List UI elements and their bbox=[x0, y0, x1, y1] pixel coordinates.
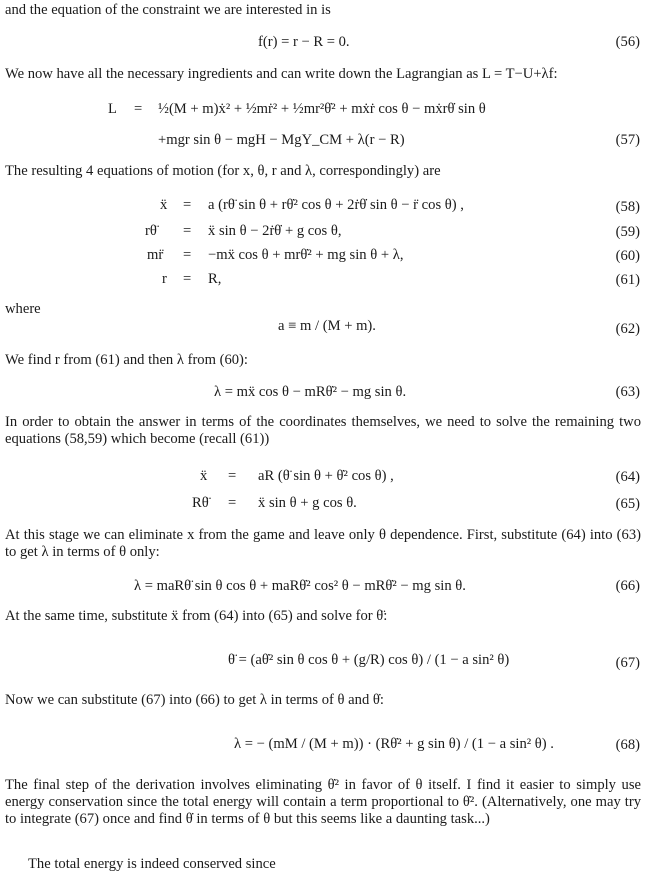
equation-65: ẍ sin θ + g cos θ. bbox=[258, 495, 357, 511]
equation-63: λ = mẍ cos θ − mRθ̇² − mg sin θ. bbox=[214, 384, 407, 400]
text-line: The resulting 4 equations of motion (for x, θ, r and λ, correspondingly) are bbox=[5, 163, 441, 179]
equation-number: (64) bbox=[615, 469, 640, 485]
equation-59: ẍ sin θ − 2ṙθ̇ + g cos θ, bbox=[208, 223, 342, 239]
equation-57-lhs: L bbox=[108, 101, 117, 117]
equation-62: a ≡ m / (M + m). bbox=[278, 318, 376, 334]
text-line: We find r from (61) and then λ from (60): bbox=[5, 352, 248, 368]
equation-67: θ̈ = (aθ̇² sin θ cos θ + (g/R) cos θ) / (1 − a sin² θ) bbox=[228, 652, 510, 668]
text-line: At the same time, substitute ẍ from (64) into (65) and solve for θ̈: bbox=[5, 608, 388, 624]
equation-57-line2: +mgr sin θ − mgH − MgY_CM + λ(r − R) bbox=[158, 132, 405, 148]
text-line: and the equation of the constraint we are interested in is bbox=[5, 2, 331, 18]
equation-65-lhs: Rθ̈ bbox=[192, 495, 209, 511]
paragraph: In order to obtain the answer in terms of the coordinates themselves, we need to solve the remaining two equations (58,59) which become (recall (61)) bbox=[5, 414, 641, 448]
equation-58-equals: = bbox=[183, 197, 192, 213]
equation-number: (67) bbox=[615, 655, 640, 671]
equation-number: (56) bbox=[615, 34, 640, 50]
equation-68: λ = − (mM / (M + m)) · (Rθ̇² + g sin θ) / (1 − a sin² θ) . bbox=[234, 736, 554, 752]
equation-64-lhs: ẍ bbox=[200, 468, 208, 484]
equation-58: a (rθ̈ sin θ + rθ̇² cos θ + 2ṙθ̇ sin θ − r̈ cos θ) , bbox=[208, 197, 464, 213]
equation-61: R, bbox=[208, 271, 222, 287]
text-line: Now we can substitute (67) into (66) to get λ in terms of θ and θ̇: bbox=[5, 692, 384, 708]
equation-60: −mẍ cos θ + mrθ̇² + mg sin θ + λ, bbox=[208, 247, 404, 263]
equation-61-equals: = bbox=[183, 271, 192, 287]
equation-number: (65) bbox=[615, 496, 640, 512]
equation-number: (62) bbox=[615, 321, 640, 337]
text-line: We now have all the necessary ingredients and can write down the Lagrangian as L = T−U+λf: bbox=[5, 66, 558, 82]
paragraph: The final step of the derivation involves eliminating θ̇² in favor of θ itself. I find it easier to simply use energy conservation since the total energy will contain a term proportional to θ̇². (Alternatively, one may try to integrate (67) once and find θ̇ in terms of θ but this seems like a daunting task...) bbox=[5, 777, 641, 828]
paragraph: At this stage we can eliminate x from the game and leave only θ dependence. First, substitute (64) into (63) to get λ in terms of θ only: bbox=[5, 527, 641, 561]
equation-64: aR (θ̈ sin θ + θ̇² cos θ) , bbox=[258, 468, 394, 484]
equation-number: (68) bbox=[615, 737, 640, 753]
equation-61-lhs: r bbox=[162, 271, 167, 287]
equation-58-lhs: ẍ bbox=[160, 197, 168, 213]
equation-number: (61) bbox=[615, 272, 640, 288]
equation-number: (66) bbox=[615, 578, 640, 594]
equation-57-line1: ½(M + m)ẋ² + ½mṙ² + ½mr²θ̇² + mẋṙ cos θ − mẋrθ̇ sin θ bbox=[158, 101, 486, 117]
text-line: where bbox=[5, 301, 41, 317]
equation-number: (60) bbox=[615, 248, 640, 264]
text-line: The total energy is indeed conserved since bbox=[28, 856, 276, 872]
equation-number: (57) bbox=[615, 132, 640, 148]
equation-number: (59) bbox=[615, 224, 640, 240]
equation-59-equals: = bbox=[183, 223, 192, 239]
equation-59-lhs: rθ̈ bbox=[145, 223, 157, 239]
equation-60-equals: = bbox=[183, 247, 192, 263]
equation-number: (63) bbox=[615, 384, 640, 400]
equation-60-lhs: mr̈ bbox=[147, 247, 164, 263]
equation-65-equals: = bbox=[228, 495, 237, 511]
equation-57-equals: = bbox=[134, 101, 143, 117]
equation-56: f(r) = r − R = 0. bbox=[258, 34, 350, 50]
equation-66: λ = maRθ̈ sin θ cos θ + maRθ̇² cos² θ − mRθ̇² − mg sin θ. bbox=[134, 578, 466, 594]
equation-number: (58) bbox=[615, 199, 640, 215]
equation-64-equals: = bbox=[228, 468, 237, 484]
